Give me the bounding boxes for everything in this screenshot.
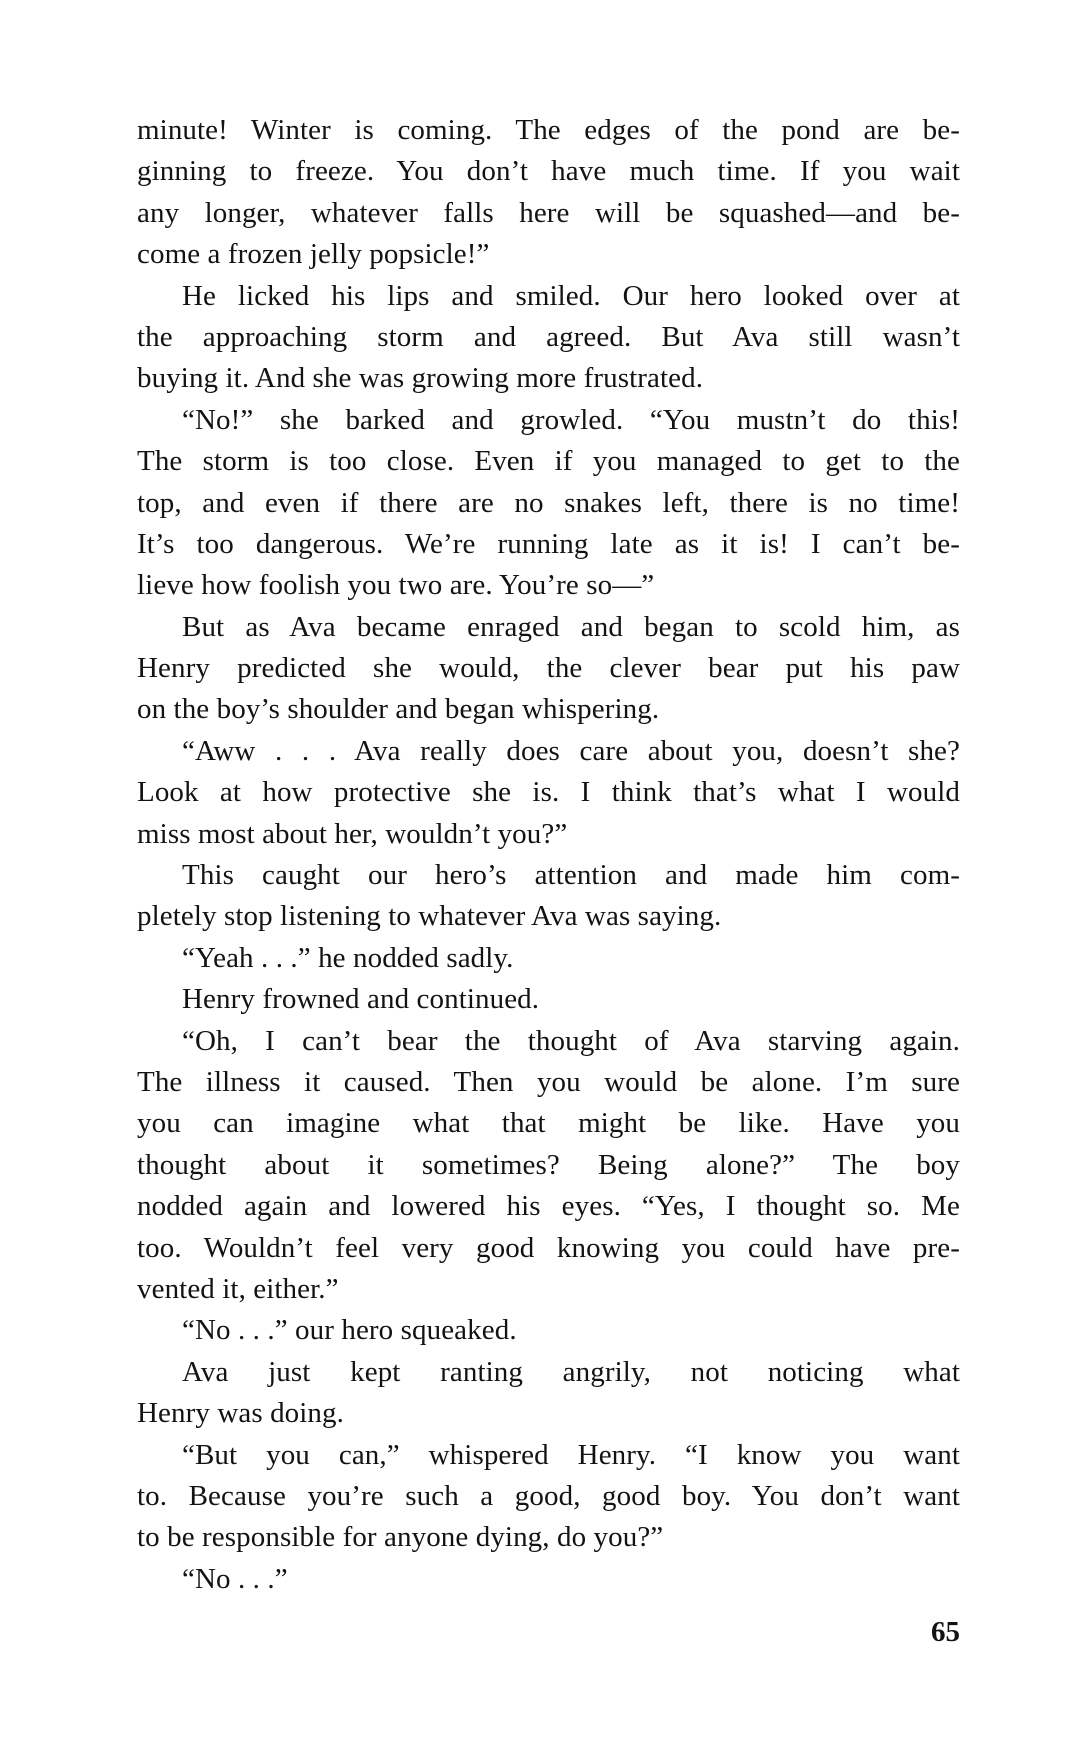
text-line: to be responsible for anyone dying, do you?”: [137, 1521, 664, 1554]
text-line: vented it, either.”: [137, 1272, 339, 1305]
page-number: 65: [931, 1616, 960, 1648]
text-line: top, and even if there are no snakes left, there is no time!: [137, 486, 960, 519]
text-line: “No!” she barked and growled. “You mustn’t do this!: [182, 403, 960, 436]
text-line: Henry predicted she would, the clever bear put his paw: [137, 652, 960, 685]
text-line: The illness it caused. Then you would be alone. I’m sure: [137, 1065, 960, 1098]
text-line: on the boy’s shoulder and began whispering.: [137, 693, 660, 726]
text-line: Look at how protective she is. I think that’s what I would: [137, 776, 960, 809]
text-line: The storm is too close. Even if you managed to get to the: [137, 445, 960, 478]
text-line: Ava just kept ranting angrily, not noticing what: [182, 1355, 960, 1388]
text-line: to. Because you’re such a good, good boy. You don’t want: [137, 1479, 960, 1512]
text-line: But as Ava became enraged and began to scold him, as: [182, 610, 960, 643]
text-line: minute! Winter is coming. The edges of the pond are be-: [137, 114, 960, 146]
text-line: come a frozen jelly popsicle!”: [137, 238, 490, 271]
text-line: This caught our hero’s attention and made him com-: [182, 859, 960, 892]
text-line: ginning to freeze. You don’t have much time. If you wait: [137, 155, 960, 188]
text-line: buying it. And she was growing more frustrated.: [137, 362, 704, 395]
text-line: “But you can,” whispered Henry. “I know you want: [182, 1438, 960, 1471]
text-line: too. Wouldn’t feel very good knowing you could have pre-: [137, 1231, 960, 1264]
text-line: “Yeah . . .” he nodded sadly.: [182, 941, 514, 974]
text-line: It’s too dangerous. We’re running late as it is! I can’t be-: [137, 527, 960, 560]
text-line: Henry was doing.: [137, 1397, 344, 1430]
text-line: “No . . .” our hero squeaked.: [182, 1314, 517, 1347]
text-line: thought about it sometimes? Being alone?” The boy: [137, 1148, 960, 1181]
text-line: He licked his lips and smiled. Our hero looked over at: [182, 279, 960, 312]
text-line: the approaching storm and agreed. But Ava still wasn’t: [137, 320, 960, 353]
text-line: “Oh, I can’t bear the thought of Ava starving again.: [182, 1024, 960, 1057]
text-line: Henry frowned and continued.: [182, 983, 540, 1016]
text-line: miss most about her, wouldn’t you?”: [137, 817, 568, 850]
text-line: any longer, whatever falls here will be squashed—and be-: [137, 196, 960, 229]
text-line: you can imagine what that might be like. Have you: [137, 1107, 960, 1140]
text-line: “No . . .”: [182, 1562, 288, 1595]
text-block: [137, 110, 960, 1600]
text-line: nodded again and lowered his eyes. “Yes, I thought so. Me: [137, 1190, 960, 1223]
text-line: lieve how foolish you two are. You’re so—”: [137, 569, 655, 602]
text-line: pletely stop listening to whatever Ava was saying.: [137, 900, 722, 933]
text-line: “Aww . . . Ava really does care about you, doesn’t she?: [182, 734, 960, 767]
